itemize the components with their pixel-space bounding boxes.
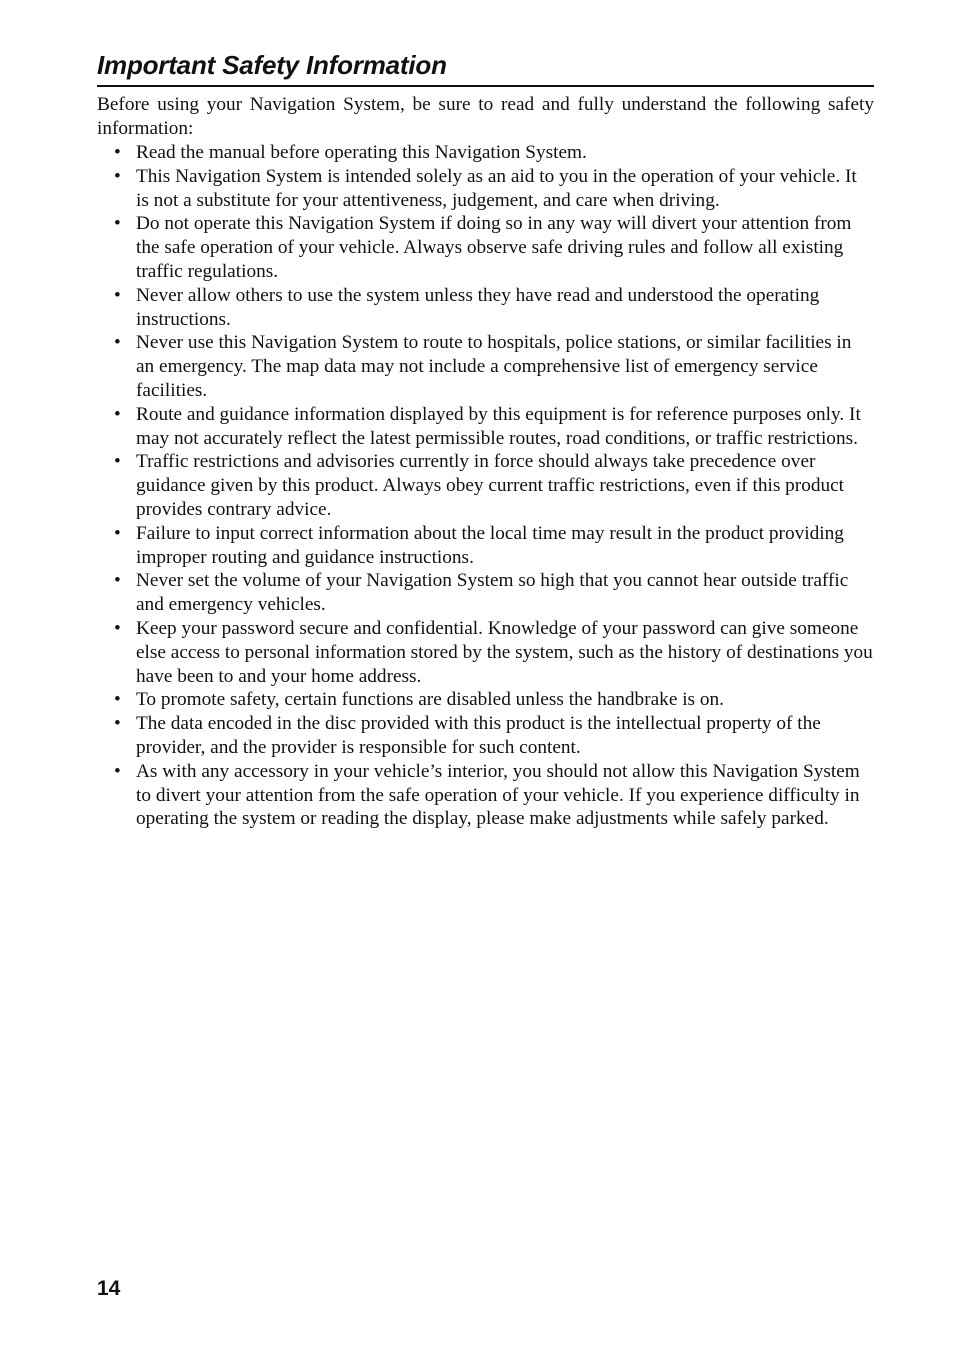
bullet-icon: • xyxy=(114,284,121,306)
list-item xyxy=(97,712,874,760)
list-item-text: The data encoded in the disc provided with this product is the intellectual property of the provider, and the provider is responsible for such content. xyxy=(136,713,821,758)
bullet-icon: • xyxy=(114,617,121,639)
bullet-icon: • xyxy=(114,403,121,425)
list-item xyxy=(97,569,874,617)
list-item-text: Route and guidance information displayed by this equipment is for reference purposes only. It may not accurately reflect the latest permissible routes, road conditions, or traffic restrictions. xyxy=(136,403,861,449)
list-item xyxy=(97,331,874,402)
bullet-icon: • xyxy=(114,451,121,473)
bullet-icon: • xyxy=(114,522,121,544)
list-item xyxy=(97,141,874,165)
list-item-text: To promote safety, certain functions are disabled unless the handbrake is on. xyxy=(136,689,724,711)
list-item xyxy=(97,522,874,570)
bullet-icon: • xyxy=(114,142,121,163)
bullet-icon: • xyxy=(114,332,121,354)
list-item xyxy=(97,688,874,712)
list-item-text: Read the manual before operating this Navigation System. xyxy=(136,142,587,163)
list-item xyxy=(97,617,874,688)
list-item xyxy=(97,165,874,213)
list-item xyxy=(97,284,874,332)
list-item-text: As with any accessory in your vehicle’s interior, you should not allow this Navigation System to divert your attention from the safe operation of your vehicle. If you experience difficulty in operating the system or reading the display, please make adjustments while safely parked. xyxy=(136,760,860,830)
list-item xyxy=(97,760,874,831)
list-item xyxy=(97,212,874,283)
list-item xyxy=(97,450,874,521)
list-item-text: Never allow others to use the system unless they have read and understood the operating instructions. xyxy=(136,284,820,330)
page-title: Important Safety Information xyxy=(97,50,447,80)
document-page xyxy=(97,48,874,831)
list-item-text: Do not operate this Navigation System if doing so in any way will divert your attention from the safe operation of your vehicle. Always observe safe driving rules and follow all existing traffic regulations. xyxy=(136,213,852,282)
list-item-text: Failure to input correct information about the local time may result in the product providing improper routing and guidance instructions. xyxy=(136,522,844,568)
page-number: 14 xyxy=(97,1277,121,1300)
title-divider xyxy=(97,85,874,87)
bullet-icon: • xyxy=(114,713,121,735)
list-item xyxy=(97,403,874,451)
safety-list xyxy=(97,141,874,831)
bullet-icon: • xyxy=(114,165,121,187)
bullet-icon: • xyxy=(114,213,121,235)
list-item-text: Keep your password secure and confidential. Knowledge of your password can give someone else access to personal information stored by the system, such as the history of destinations you have been to and your home address. xyxy=(136,617,873,687)
list-item-text: Traffic restrictions and advisories currently in force should always take precedence over guidance given by this product. Always obey current traffic restrictions, even if this product provides contrary advice. xyxy=(136,451,845,520)
list-item-text: Never set the volume of your Navigation System so high that you cannot hear outside traffic and emergency vehicles. xyxy=(136,570,849,616)
bullet-icon: • xyxy=(114,760,121,782)
list-item-text: Never use this Navigation System to route to hospitals, police stations, or similar facilities in an emergency. The map data may not include a comprehensive list of emergency service facilities. xyxy=(136,332,852,401)
bullet-icon: • xyxy=(114,570,121,592)
bullet-icon: • xyxy=(114,689,121,711)
list-item-text: This Navigation System is intended solely as an aid to you in the operation of your vehicle. It is not a substitute for your attentiveness, judgement, and care when driving. xyxy=(136,165,857,211)
intro-paragraph: Before using your Navigation System, be sure to read and fully understand the following safety information: xyxy=(97,94,874,139)
